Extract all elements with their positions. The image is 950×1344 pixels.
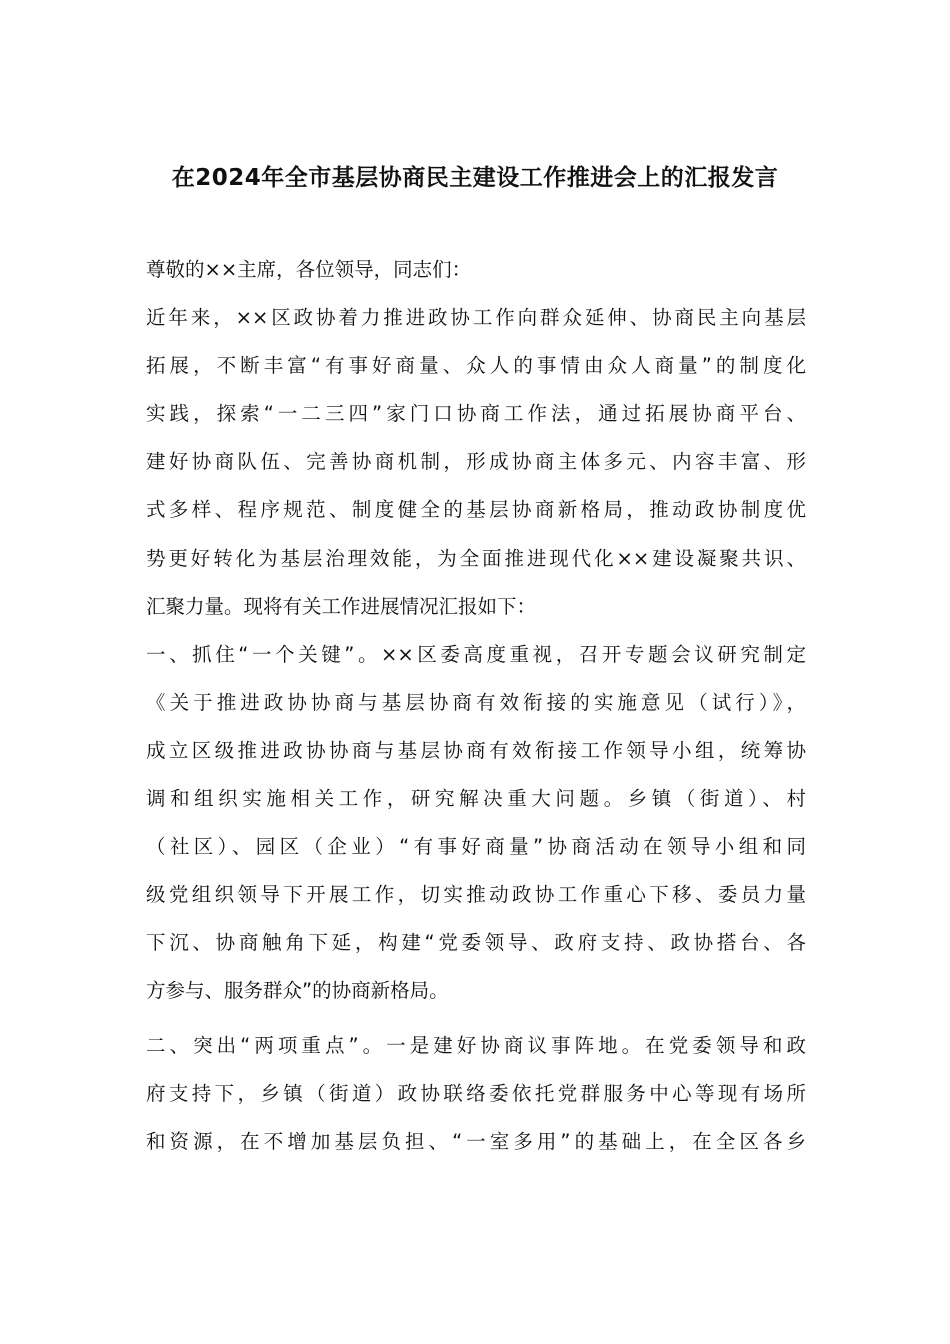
paragraph-2-line: （社区）、园区（企业）“有事好商量”协商活动在领导小组和同	[146, 835, 806, 859]
document-body	[146, 252, 806, 1172]
paragraph-2-line: 《关于推进政协协商与基层协商有效衔接的实施意见（试行）》，	[146, 690, 806, 714]
paragraph-1-line: 汇聚力量。现将有关工作进展情况汇报如下：	[146, 594, 537, 618]
document-title: 在2024年全市基层协商民主建设工作推进会上的汇报发言	[171, 165, 779, 191]
salutation: 尊敬的××主席，各位领导，同志们：	[146, 258, 472, 281]
paragraph-2-line: 一、抓住“一个关键”。××区委高度重视，召开专题会议研究制定	[146, 642, 806, 666]
paragraph-3-line: 府支持下，乡镇（街道）政协联络委依托党群服务中心等现有场所	[146, 1081, 806, 1105]
paragraph-1-line: 拓展，不断丰富“有事好商量、众人的事情由众人商量”的制度化	[146, 354, 806, 378]
paragraph-1-line: 势更好转化为基层治理效能，为全面推进现代化××建设凝聚共识、	[146, 546, 806, 570]
paragraph-1-line: 近年来，××区政协着力推进政协工作向群众延伸、协商民主向基层	[146, 306, 806, 330]
paragraph-2-line: 成立区级推进政协协商与基层协商有效衔接工作领导小组，统筹协	[146, 738, 806, 762]
paragraph-1-line: 实践，探索“一二三四”家门口协商工作法，通过拓展协商平台、	[146, 402, 806, 426]
paragraph-1-line: 建好协商队伍、完善协商机制，形成协商主体多元、内容丰富、形	[146, 450, 806, 474]
paragraph-2-line: 方参与、服务群众”的协商新格局。	[146, 979, 449, 1003]
paragraph-2-line: 级党组织领导下开展工作，切实推动政协工作重心下移、委员力量	[146, 883, 806, 907]
paragraph-2-line: 调和组织实施相关工作，研究解决重大问题。乡镇（街道）、村	[146, 787, 806, 811]
paragraph-3-line: 二、突出“两项重点”。一是建好协商议事阵地。在党委领导和政	[146, 1033, 806, 1057]
paragraph-1-line: 式多样、程序规范、制度健全的基层协商新格局，推动政协制度优	[146, 498, 806, 522]
paragraph-2-line: 下沉、协商触角下延，构建“党委领导、政府支持、政协搭台、各	[146, 931, 806, 955]
paragraph-3-line: 和资源，在不增加基层负担、“一室多用”的基础上，在全区各乡	[146, 1129, 806, 1153]
